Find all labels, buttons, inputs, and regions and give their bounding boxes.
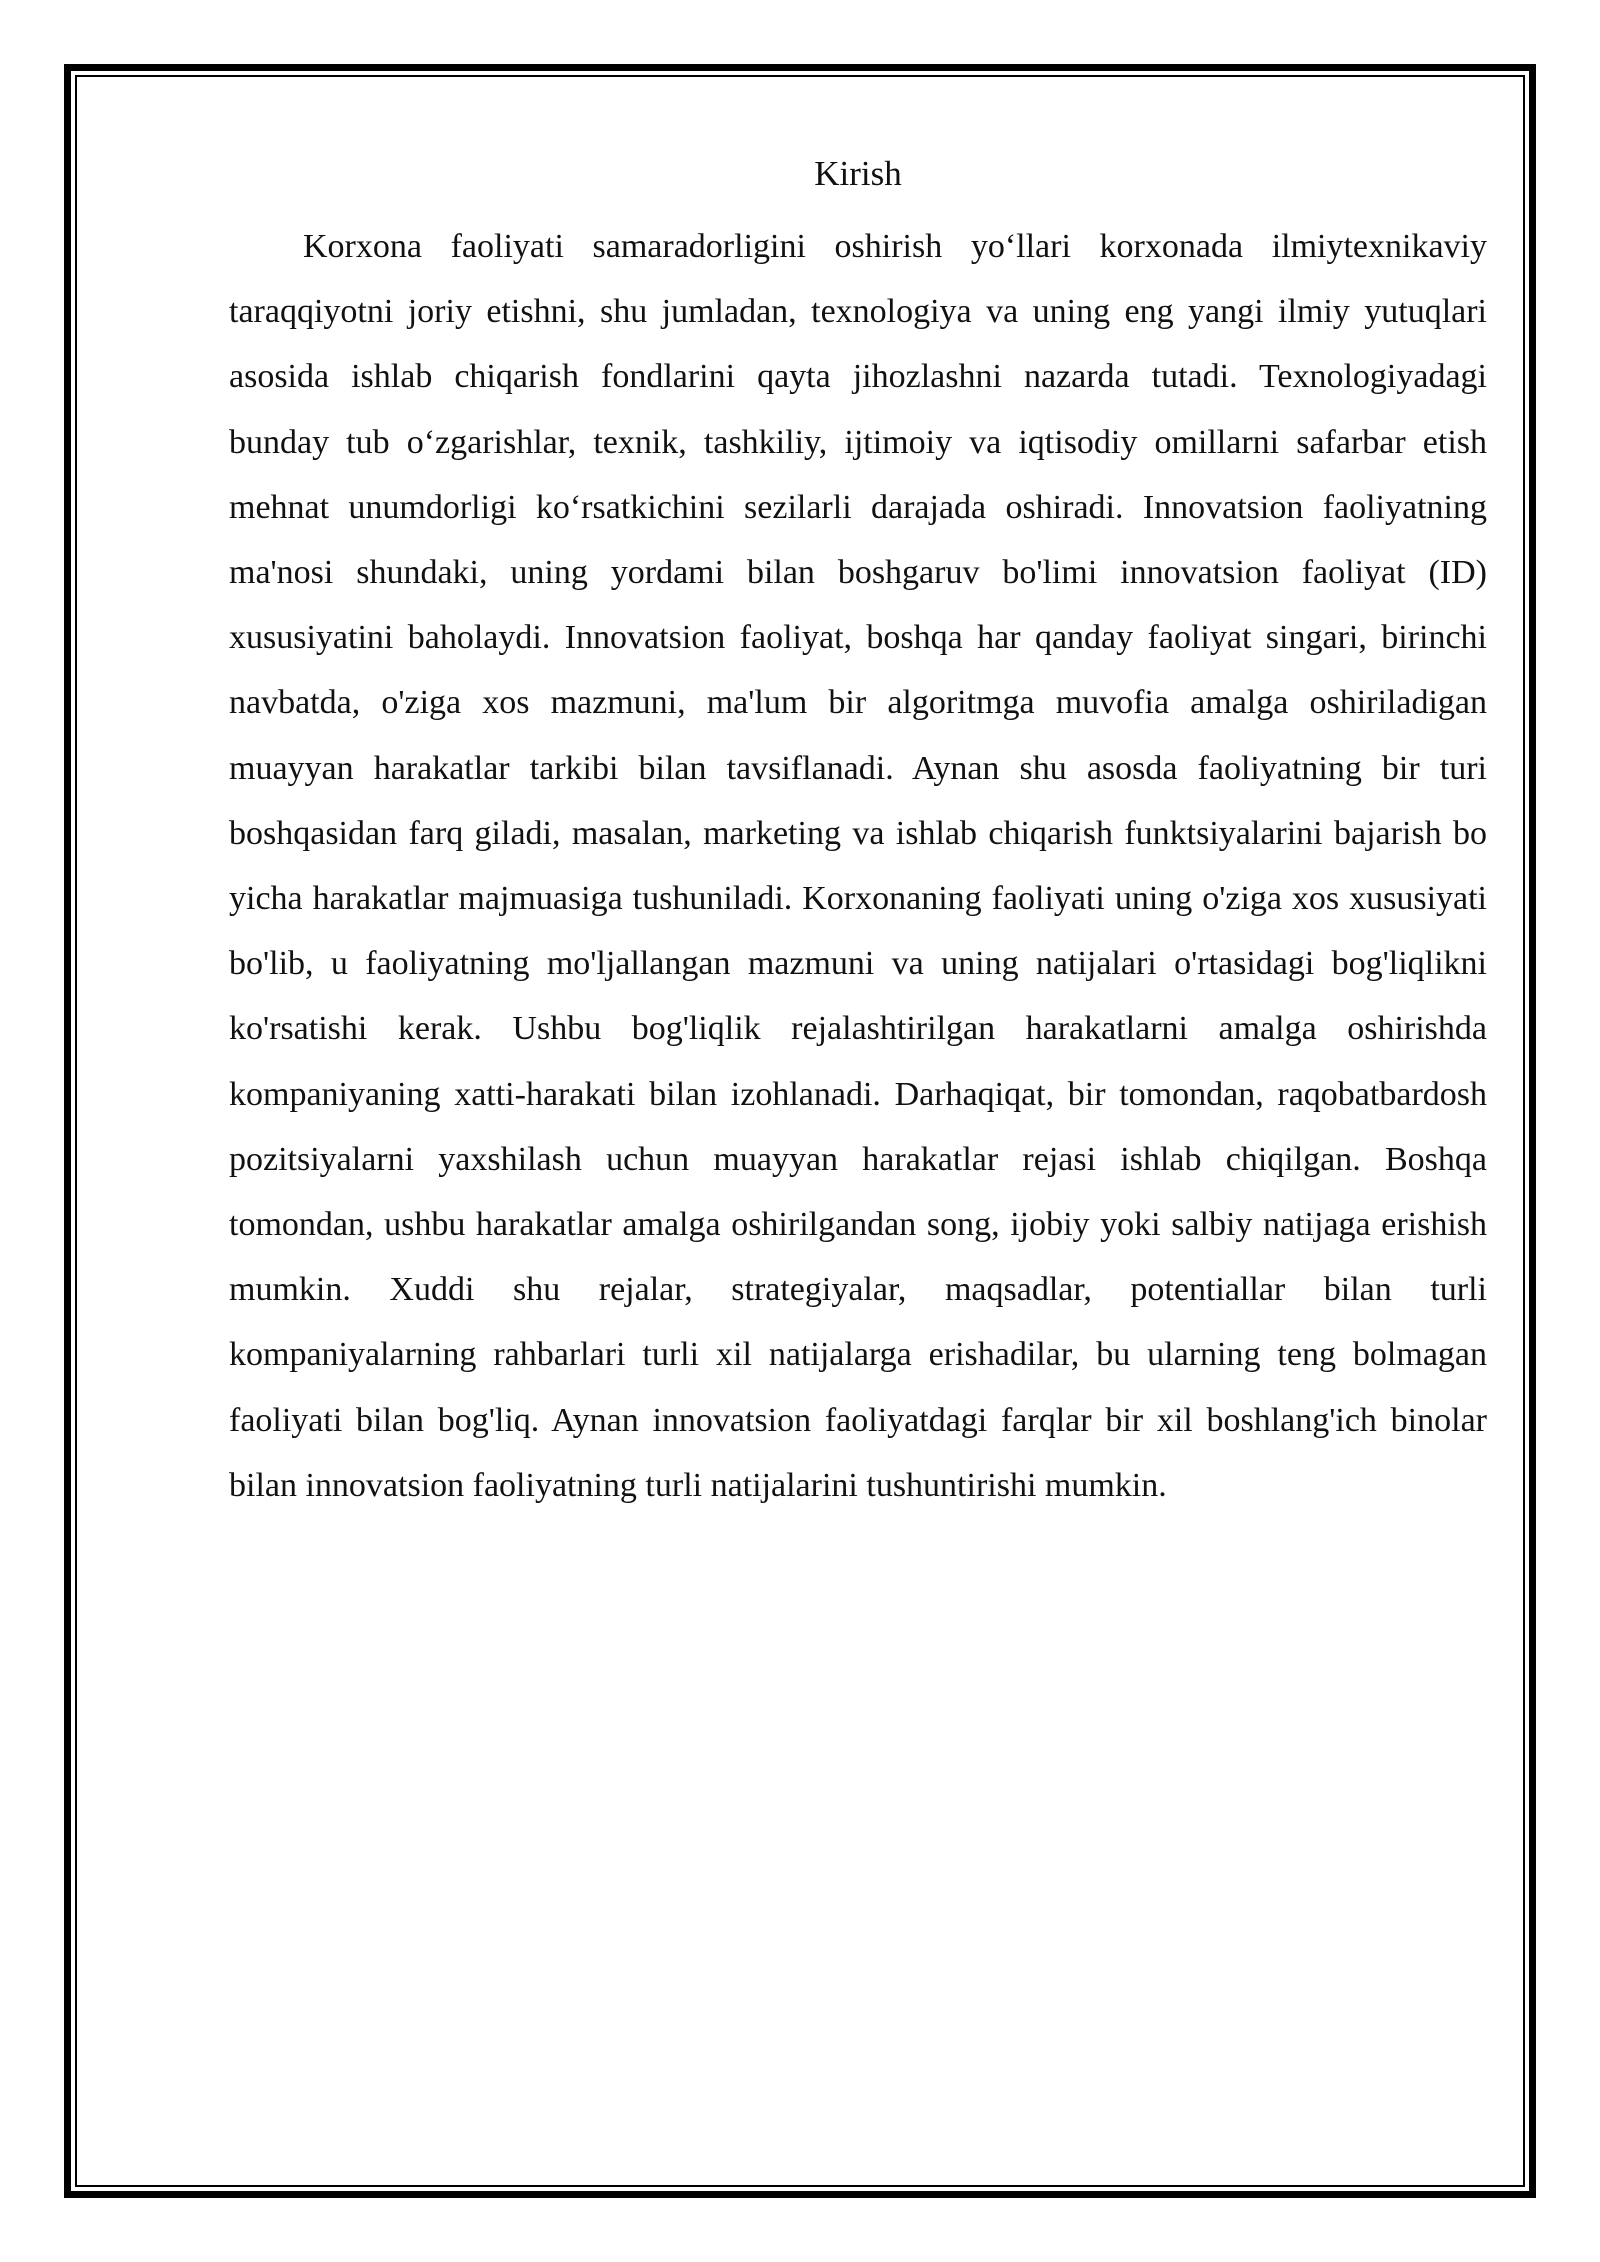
page-title: Kirish bbox=[814, 154, 902, 193]
body-paragraph: Korxona faoliyati samaradorligini oshirish yo‘llari korxonada ilmiytexnikaviy taraqqiyotni joriy etishni, shu jumladan, texnologiya va uning eng yangi ilmiy yutuqlari asosida ishlab chiqarish fondlarini qayta jihozlashni nazarda tutadi. Texnologiyadagi bunday tub o‘zgarishlar, texnik, tashkiliy, ijtimoiy va iqtisodiy omillarni safarbar etish mehnat unumdorligi ko‘rsatkichini sezilarli darajada oshiradi. Innovatsion faoliyatning ma'nosi shundaki, uning yordami bilan boshgaruv bo'limi innovatsion faoliyat (ID) xususiyatini baholaydi. Innovatsion faoliyat, boshqa har qanday faoliyat singari, birinchi navbatda, o'ziga xos mazmuni, ma'lum bir algoritmga muvofia amalga oshiriladigan muayyan harakatlar tarkibi bilan tavsiflanadi. Aynan shu asosda faoliyatning bir turi boshqasidan farq giladi, masalan, marketing va ishlab chiqarish funktsiyalarini bajarish bo yicha harakatlar majmuasiga tushuniladi. Korxonaning faoliyati uning o'ziga xos xususiyati bo'lib, u faoliyatning mo'ljallangan mazmuni va uning natijalari o'rtasidagi bog'liqlikni ko'rsatishi kerak. Ushbu bog'liqlik rejalashtirilgan harakatlarni amalga oshirishda kompaniyaning xatti-harakati bilan izohlanadi. Darhaqiqat, bir tomondan, raqobatbardosh pozitsiyalarni yaxshilash uchun muayyan harakatlar rejasi ishlab chiqilgan. Boshqa tomondan, ushbu harakatlar amalga oshirilgandan song, ijobiy yoki salbiy natijaga erishish mumkin. Xuddi shu rejalar, strategiyalar, maqsadlar, potentiallar bilan turli kompaniyalarning rahbarlari turli xil natijalarga erishadilar, bu ularning teng bolmagan faoliyati bilan bog'liq. Aynan innovatsion faoliyatdagi farqlar bir xil boshlang'ich binolar bilan innovatsion faoliyatning turli natijalarini tushuntirishi mumkin. bbox=[229, 228, 1487, 1504]
page-content bbox=[229, 148, 1487, 1518]
